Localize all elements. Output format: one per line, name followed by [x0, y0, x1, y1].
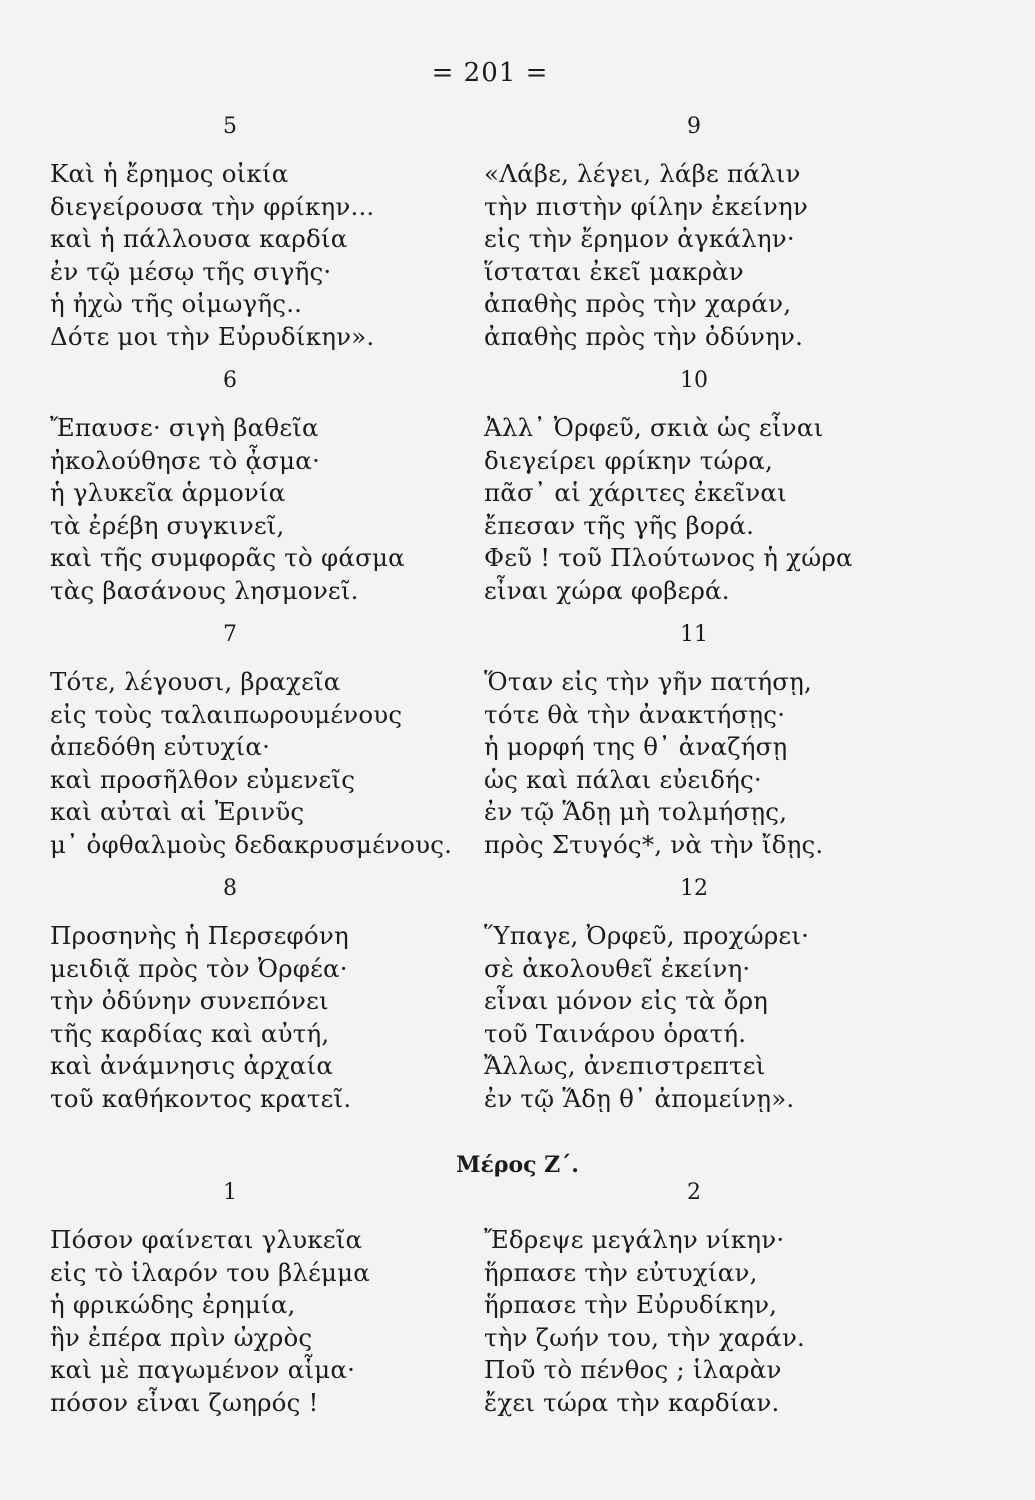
- verse-line: εἰς τὸ ἱλαρόν του βλέμμα: [50, 1257, 370, 1287]
- stanza-number: 9: [687, 114, 701, 139]
- verse-line: ἐν τῷ Ἅδῃ μὴ τολμήσῃς,: [484, 797, 788, 827]
- verse-line: μ᾽ ὀφθαλμοὺς δεδακρυσμένους.: [50, 829, 453, 859]
- verse-line: Ὅταν εἰς τὴν γῆν πατήσῃ,: [484, 667, 812, 696]
- verse-line: διεγείρει φρίκην τώρα,: [484, 445, 773, 475]
- verse-line: διεγείρουσα τὴν φρίκην...: [50, 191, 375, 221]
- verse-line: τὴν πιστὴν φίλην ἐκείνην: [484, 191, 808, 221]
- verse-line: Ἄλλως, ἀνεπιστρεπτεὶ: [484, 1051, 766, 1081]
- verse-line: ἡ ἠχὼ τῆς οἰμωγῆς..: [50, 289, 303, 319]
- verse-line: εἶναι μόνον εἰς τὰ ὄρη: [484, 986, 769, 1016]
- stanza-12: [484, 876, 924, 1116]
- verse-line: «Λάβε, λέγει, λάβε πάλιν: [484, 159, 801, 188]
- stanza-7: [50, 622, 480, 862]
- verse-line: ὡς καὶ πάλαι εὐειδής·: [484, 764, 762, 794]
- verse-line: εἰς τὴν ἔρημον ἀγκάλην·: [484, 224, 795, 254]
- verse-line: εἶναι χώρα φοβερά.: [484, 575, 730, 605]
- verse-line: πόσον εἶναι ζωηρός !: [50, 1387, 319, 1417]
- verse-line: καὶ τῆς συμφορᾶς τὸ φάσμα: [50, 543, 405, 573]
- verse-line: πρὸς Στυγός*, νὰ τὴν ἴδῃς.: [484, 829, 824, 859]
- verse-line: εἰς τοὺς ταλαιπωρουμένους: [50, 699, 403, 729]
- verse-line: Ὕπαγε, Ὀρφεῦ, προχώρει·: [484, 921, 810, 950]
- verse-line: Τότε, λέγουσι, βραχεῖα: [50, 667, 341, 696]
- stanza-number: 2: [687, 1180, 701, 1205]
- verse-line: τοῦ Ταινάρου ὁρατή.: [484, 1018, 747, 1048]
- verse-line: Προσηνὴς ἡ Περσεφόνη: [50, 921, 349, 950]
- stanza-number: 6: [223, 368, 237, 393]
- verse-line: τῆς καρδίας καὶ αὐτή,: [50, 1018, 330, 1048]
- stanza-6: [50, 368, 480, 608]
- verse-line: Ἔπαυσε· σιγὴ βαθεῖα: [50, 413, 319, 442]
- verse-line: καὶ ἀνάμνησις ἀρχαία: [50, 1051, 334, 1081]
- verse-line: Δότε μοι τὴν Εὐρυδίκην».: [50, 321, 375, 351]
- stanza-5: [50, 114, 480, 354]
- verse-line: τὰς βασάνους λησμονεῖ.: [50, 575, 359, 605]
- verse-line: τότε θὰ τὴν ἀνακτήσῃς·: [484, 699, 786, 729]
- verse-line: ἵσταται ἐκεῖ μακρὰν: [484, 256, 744, 286]
- stanza-number: 1: [223, 1180, 237, 1205]
- part-heading: Μέρος Ζ΄.: [456, 1152, 579, 1178]
- verse-line: ἀπαθὴς πρὸς τὴν ὀδύνην.: [484, 321, 804, 351]
- verse-line: ἔπεσαν τῆς γῆς βορά.: [484, 510, 755, 540]
- stanza-9: [484, 114, 924, 354]
- verse-line: Ἔδρεψε μεγάλην νίκην·: [484, 1225, 785, 1254]
- stanza-8: [50, 876, 480, 1116]
- verse-line: Ποῦ τὸ πένθος ; ἱλαρὰν: [484, 1355, 782, 1385]
- verse-line: μειδιᾷ πρὸς τὸν Ὀρφέα·: [50, 953, 348, 983]
- verse-line: ἡ γλυκεῖα ἁρμονία: [50, 478, 286, 508]
- verse-line: καὶ προσῆλθον εὐμενεῖς: [50, 764, 356, 794]
- verse-line: ἡ μορφή της θ᾽ ἀναζήσῃ: [484, 732, 788, 762]
- stanza-number: 10: [680, 368, 708, 393]
- verse-line: τοῦ καθήκοντος κρατεῖ.: [50, 1083, 352, 1113]
- stanza-number: 12: [680, 876, 708, 901]
- verse-line: ἀπεδόθη εὐτυχία·: [50, 732, 271, 762]
- verse-line: Φεῦ ! τοῦ Πλούτωνος ἡ χώρα: [484, 543, 853, 573]
- verse-line: πᾶσ᾽ αἱ χάριτες ἐκεῖναι: [484, 478, 787, 508]
- verse-line: καὶ ἡ πάλλουσα καρδία: [50, 224, 348, 254]
- verse-line: τὴν ὀδύνην συνεπόνει: [50, 986, 329, 1016]
- part-stanza-1: [50, 1180, 480, 1420]
- verse-line: ἥρπασε τὴν Εὐρυδίκην,: [484, 1290, 778, 1320]
- verse-line: ἥρπασε τὴν εὐτυχίαν,: [484, 1257, 758, 1287]
- part-stanza-2: [484, 1180, 924, 1420]
- verse-line: Πόσον φαίνεται γλυκεῖα: [50, 1225, 363, 1254]
- verse-line: ἔχει τώρα τὴν καρδίαν.: [484, 1387, 780, 1417]
- stanza-11: [484, 622, 924, 862]
- verse-line: Καὶ ἡ ἔρημος οἰκία: [50, 159, 289, 188]
- stanza-10: [484, 368, 924, 608]
- stanza-number: 5: [223, 114, 237, 139]
- verse-line: Ἀλλ᾽ Ὀρφεῦ, σκιὰ ὡς εἶναι: [484, 413, 824, 442]
- verse-line: ἣν ἐπέρα πρὶν ὠχρὸς: [50, 1322, 313, 1352]
- verse-line: ἐν τῷ μέσῳ τῆς σιγῆς·: [50, 256, 332, 286]
- verse-line: καὶ μὲ παγωμένον αἷμα·: [50, 1355, 356, 1385]
- verse-line: σὲ ἀκολουθεῖ ἐκείνη·: [484, 953, 751, 983]
- verse-line: τὴν ζωήν του, τὴν χαράν.: [484, 1322, 806, 1352]
- stanza-number: 7: [223, 622, 237, 647]
- verse-line: καὶ αὐταὶ αἱ Ἐρινῦς: [50, 797, 305, 827]
- verse-line: ἐν τῷ Ἅδῃ θ᾽ ἀπομείνῃ».: [484, 1083, 795, 1113]
- verse-line: ἀπαθὴς πρὸς τὴν χαράν,: [484, 289, 792, 319]
- verse-line: τὰ ἐρέβη συγκινεῖ,: [50, 510, 285, 540]
- page-number: = 201 =: [431, 58, 549, 88]
- stanza-number: 11: [680, 622, 708, 647]
- verse-line: ἡ φρικώδης ἐρημία,: [50, 1290, 296, 1320]
- verse-line: ἠκολούθησε τὸ ᾆσμα·: [50, 445, 320, 475]
- stanza-number: 8: [223, 876, 237, 901]
